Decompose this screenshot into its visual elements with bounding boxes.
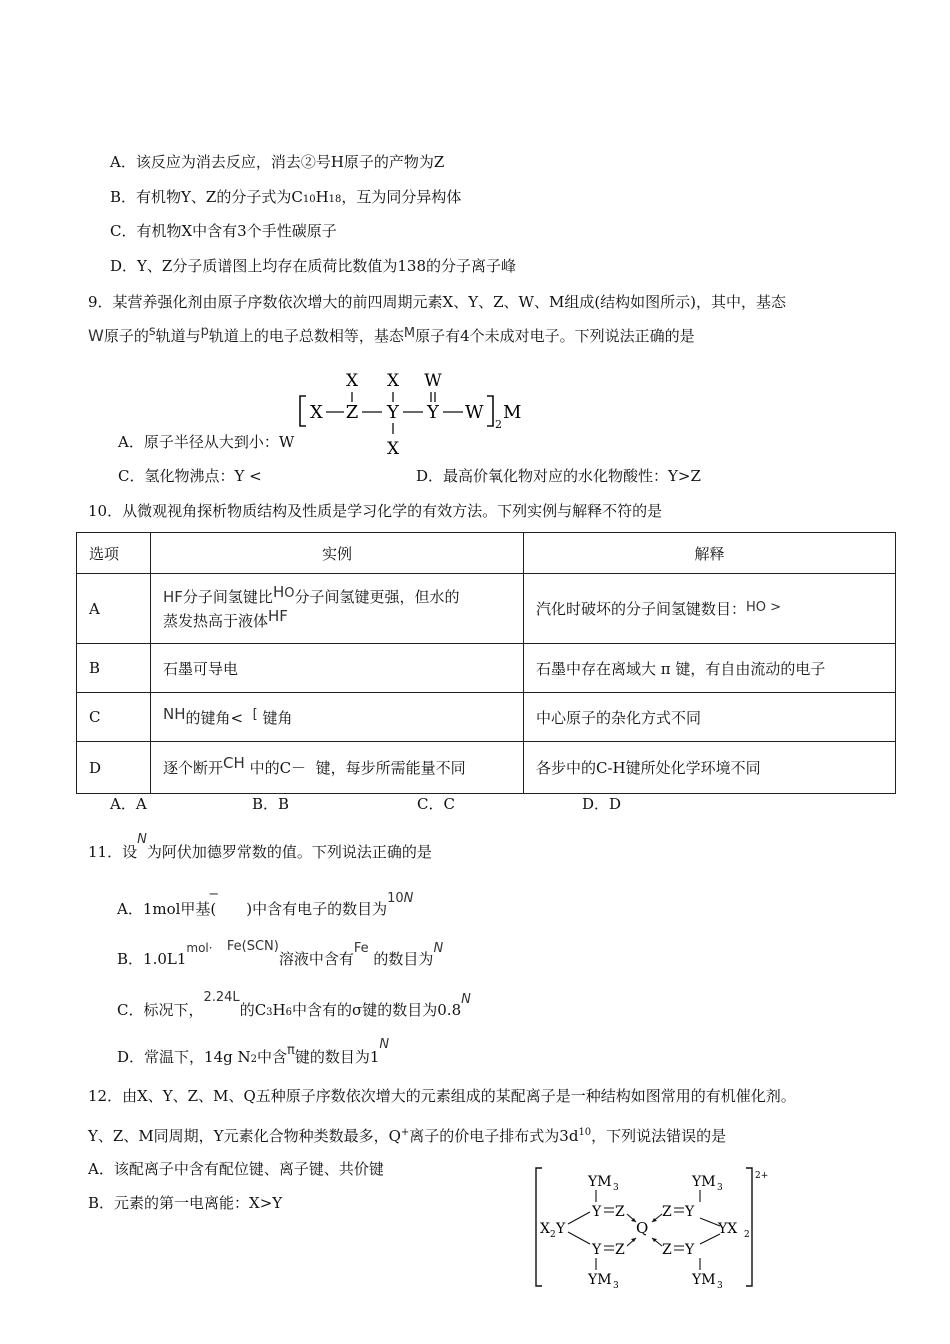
svg-text:Z: Z	[662, 1242, 672, 1258]
struct-top-w: W	[424, 371, 442, 391]
table-row	[77, 574, 896, 644]
row-key: A	[77, 574, 151, 644]
row-explanation: 汽化时破坏的分子间氢键数目：HO >	[524, 574, 896, 644]
x2y-group: X	[540, 1221, 550, 1237]
q12-option-a: A．该配离子中含有配位键、离子键、共价键	[88, 1160, 384, 1178]
struct-x: X	[310, 402, 323, 423]
svg-text:Z: Z	[662, 1204, 672, 1220]
row-example: NH的键角< [ 键角	[151, 693, 524, 742]
header-example: 实例	[151, 533, 524, 574]
struct-bottom-x: X	[386, 439, 400, 459]
svg-text:Y: Y	[685, 1204, 695, 1220]
svg-text:Z: Z	[615, 1204, 625, 1220]
struct-w: W	[465, 402, 484, 423]
row-explanation: 石墨中存在离域大 π 键，有自由流动的电子	[524, 644, 896, 693]
table-row	[77, 693, 896, 742]
q10-table	[76, 532, 896, 794]
struct-subscript-2: 2	[495, 418, 502, 431]
svg-text:Y: Y	[592, 1204, 602, 1220]
struct-y2: Y	[427, 402, 439, 423]
row-key: B	[77, 644, 151, 693]
svg-text:3: 3	[613, 1281, 619, 1291]
svg-text:3: 3	[717, 1281, 723, 1291]
q12-complex-diagram	[532, 1162, 772, 1292]
yx2-group: YX	[718, 1221, 738, 1237]
table-row	[77, 742, 896, 794]
q11-option-a: A．1mol甲基(− )中含有电子的数目为10N	[117, 887, 414, 918]
svg-text:2: 2	[744, 1230, 750, 1240]
struct-top-x2: X	[386, 371, 400, 391]
row-explanation: 中心原子的杂化方式不同	[524, 693, 896, 742]
q8-option-c: C．有机物X中含有3个手性碳原子	[110, 222, 337, 240]
row-example: 逐个断开CH 中的C－ 键，每步所需能量不同	[151, 742, 524, 794]
svg-text:Y: Y	[592, 1242, 602, 1258]
svg-text:Y: Y	[556, 1221, 566, 1237]
q10-answer-d: D．D	[582, 795, 622, 813]
q-center: Q	[636, 1219, 649, 1237]
struct-y1: Y	[387, 402, 399, 423]
table-row	[77, 644, 896, 693]
svg-text:3: 3	[613, 1183, 619, 1193]
q8-option-a: A．该反应为消去反应，消去②号H原子的产物为Z	[110, 153, 445, 171]
row-explanation: 各步中的C-H键所处化学环境不同	[524, 742, 896, 794]
q12-option-b: B．元素的第一电离能：X>Y	[88, 1194, 283, 1212]
q9-option-a: A．原子半径从大到小：W	[118, 433, 295, 451]
svg-text:Y: Y	[685, 1242, 695, 1258]
row-example: 石墨可导电	[151, 644, 524, 693]
struct-top-x1: X	[345, 371, 359, 391]
svg-text:Z: Z	[615, 1242, 625, 1258]
row-key: D	[77, 742, 151, 794]
svg-text:2: 2	[550, 1230, 556, 1240]
q12-stem-line1: 12．由X、Y、Z、M、Q五种原子序数依次增大的元素组成的某配离子是一种结构如图常用的有机催化剂。	[88, 1087, 796, 1105]
table-header-row	[77, 533, 896, 574]
row-key: C	[77, 693, 151, 742]
q11-stem: 11．设N为阿伏加德罗常数的值。下列说法正确的是	[88, 832, 432, 861]
ym3-top-right: YM	[692, 1174, 716, 1190]
struct-z: Z	[345, 402, 359, 423]
ym3-bottom-right: YM	[692, 1272, 716, 1288]
q12-stem-line2: Y、Z、M同周期，Y元素化合物种类数最多，Q+离子的价电子排布式为$3d^{10}$，下列说法错误的是	[88, 1127, 727, 1145]
header-explanation: 解释	[524, 533, 896, 574]
q10-answer-c: C．C	[417, 795, 455, 813]
struct-m: M	[503, 402, 522, 423]
svg-text:3: 3	[717, 1183, 723, 1193]
complex-charge: 2+	[755, 1171, 769, 1181]
q9-stem-line1: 9．某营养强化剂由原子序数依次增大的前四周期元素X、Y、Z、W、M组成(结构如图所示)，其中，基态	[88, 293, 787, 311]
q10-stem: 10．从微观视角探析物质结构及性质是学习化学的有效方法。下列实例与解释不符的是	[88, 502, 663, 520]
header-option: 选项	[77, 533, 151, 574]
row-example: HF分子间氢键比HO分子间氢键更强，但水的 蒸发热高于液体HF	[151, 574, 524, 644]
q9-stem-line2: W原子的s轨道与p轨道上的电子总数相等，基态M原子有4个未成对电子。下列说法正确的是	[88, 324, 695, 345]
q8-option-d: D．Y、Z分子质谱图上均存在质荷比数值为138的分子离子峰	[110, 257, 516, 275]
q11-option-d: D．常温下，14g N2中含π键的数目为1N	[117, 1037, 390, 1066]
q9-option-d: D．最高价氧化物对应的水化物酸性：Y>Z	[416, 467, 701, 485]
q9-option-c: C．氢化物沸点：Y <	[118, 467, 262, 485]
q8-option-b: B．有机物Y、Z的分子式为C10H18，互为同分异构体	[110, 188, 462, 206]
ym3-bottom-left: YM	[588, 1272, 612, 1288]
q11-option-b: B．$1.0L1^{mol\cdot}$ Fe(SCN)溶液中含有Fe 的数目为N	[117, 939, 444, 968]
q9-structure-diagram	[296, 368, 536, 460]
q10-answer-b: B．B	[252, 795, 290, 813]
q10-answer-a: A．A	[110, 795, 147, 813]
q11-option-c: C．标况下，2.24L的C3H6中含有的σ键的数目为0.8N	[117, 990, 471, 1019]
ym3-top-left: YM	[588, 1174, 612, 1190]
